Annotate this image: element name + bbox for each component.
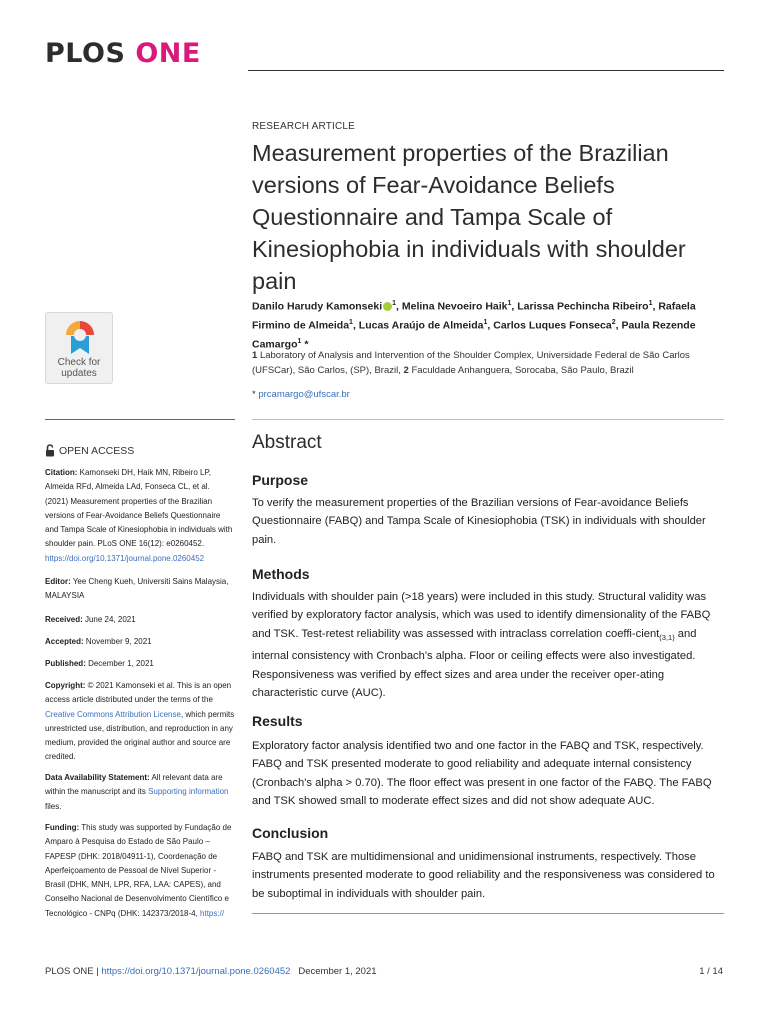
author-list: Danilo Harudy Kamonseki $^1$, Melina Nevoeiro Haik$^1$, Larissa Pechincha Ribeiro$^1$, Rafaela Firmino de Almeida$^1$, Lucas Araújo de Almeida$^1$, Carlos Luques Fonseca$^2$, Paula Rezende Camargo$^1$ * bbox=[252, 300, 696, 351]
affil-2-number: 2 bbox=[403, 365, 409, 376]
logo-one-text: ONE bbox=[135, 38, 201, 69]
sidebar-divider bbox=[45, 419, 235, 420]
conclusion-text: FABQ and TSK are multidimensional and unidimensional instruments, respectively. Those instruments presented moderate to good reliability and the responsiveness was considered to be suboptimal in individuals with shoulder pain. bbox=[252, 851, 715, 900]
affil-1-text: Laboratory of Analysis and Intervention of the Shoulder Complex, Universidade Federal de São Carlos (UFSCar), São Carlos, (SP), Brazil, bbox=[252, 350, 690, 376]
data-availability: Data Availability Statement: All relevant data are within the manuscript and its Supporting information files. bbox=[45, 772, 229, 811]
author-affil-sup: 1 bbox=[349, 319, 353, 326]
check-for-updates-button[interactable] bbox=[45, 312, 113, 384]
citation-doi-link[interactable]: https://doi.org/10.1371/journal.pone.0260452 bbox=[45, 552, 205, 563]
open-lock-icon bbox=[45, 444, 55, 457]
crossmark-icon bbox=[62, 318, 98, 356]
affil-1-number: 1 bbox=[252, 350, 258, 361]
header-divider bbox=[248, 70, 724, 71]
author-name: Rafaela Firmino de Almeida bbox=[252, 300, 696, 332]
published-date: Published: December 1, 2021 bbox=[45, 658, 154, 668]
corresponding-marker: * bbox=[301, 338, 309, 351]
open-access bbox=[45, 444, 134, 457]
article-type: RESEARCH ARTICLE bbox=[252, 121, 356, 132]
author-affil-sup: 1 bbox=[297, 338, 302, 345]
affiliations bbox=[252, 348, 724, 378]
footer-doi-link[interactable]: https://doi.org/10.1371/journal.pone.0260452 bbox=[101, 966, 291, 977]
author-name: Danilo Harudy Kamonseki bbox=[252, 300, 383, 313]
purpose-text: To verify the measurement properties of the Brazilian versions of Fear-avoidance Beliefs Questionnaire (FABQ) and Tampa Scale of Kinesiophobia (TSK) in individuals with shoulder pain. bbox=[252, 497, 706, 546]
editor: Editor: Yee Cheng Kueh, Universiti Sains Malaysia, MALAYSIA bbox=[45, 576, 229, 601]
abstract-bottom-divider bbox=[252, 913, 724, 914]
author-name: Lucas Araújo de Almeida bbox=[358, 319, 484, 332]
methods-heading: Methods bbox=[252, 566, 310, 582]
conclusion-heading: Conclusion bbox=[252, 825, 329, 841]
cc-license-link[interactable]: Creative Commons Attribution License bbox=[45, 708, 181, 719]
abstract-top-divider bbox=[252, 419, 724, 420]
author-name: Carlos Luques Fonseca bbox=[493, 319, 612, 332]
results-text: Exploratory factor analysis identified two and one factor in the FABQ and TSK, respectively. FABQ and TSK presented moderate to good reliability and adequate internal consistency (Cronbach's alpha > 0.70). The floor effect was present in one factor of the FABQ. The FABQ and TSK showed small to moderate effect sizes and did not show adequate AUC. bbox=[252, 740, 712, 808]
abstract-heading: Abstract bbox=[252, 432, 322, 453]
methods-text: Individuals with shoulder pain (>18 years) were included in this study. Structural validity was verified by exploratory factor analysis, which was used to identify dimensionality of the FABQ and TSK. Test-retest reliability was assessed with intraclass correlation coeffi-cient$_{(3,1)}$ and internal consistency with Cronbach's alpha. Floor or ceiling effects were also investigated. Responsiveness was verified by effect sizes and area under the receiver oper-ating characteristic curve (AUC). bbox=[252, 591, 711, 700]
accepted-date: Accepted: November 9, 2021 bbox=[45, 636, 152, 646]
open-access-label: OPEN ACCESS bbox=[59, 444, 135, 457]
corr-email-link[interactable]: prcamargo@ufscar.br bbox=[258, 389, 350, 400]
check-for-updates-label: Check for updates bbox=[57, 357, 101, 379]
article-title: Measurement properties of the Brazilian versions of Fear-Avoidance Beliefs Questionnaire and Tampa Scale of Kinesiophobia in individuals with shoulder pain bbox=[252, 140, 686, 294]
orcid-icon[interactable] bbox=[383, 302, 392, 311]
copyright: Copyright: © 2021 Kamonseki et al. This is an open access article distributed under the terms of the Creative Commons Attribution License, which permits unrestricted use, distribution, and reproduction in any medium, provided the original author and source are credited. bbox=[45, 680, 235, 762]
corr-star: * bbox=[252, 389, 256, 400]
author-affil-sup: 1 bbox=[483, 319, 488, 326]
page-footer bbox=[45, 966, 377, 977]
supporting-info-link[interactable]: Supporting information bbox=[148, 786, 229, 797]
logo-plos-text: PLOS bbox=[45, 38, 126, 69]
footer-date: December 1, 2021 bbox=[298, 966, 377, 977]
funding: Funding: This study was supported by Fundação de Amparo à Pesquisa do Estado de São Paulo – FAPESP (DHK: 2018/04911-1), Coordenação de Aperfeiçoamento de Pessoal de Nível Superior - Brasil (DHK, MNH, LPR, RFA, LAA: CAPES), and Conselho Nacional de Desenvolvimento Científico e Tecnológico - CNPq (DHK: 142373/2018-4, https:// bbox=[45, 822, 232, 918]
author-affil-sup: 2 bbox=[611, 319, 616, 326]
author-affil-sup: 1 bbox=[507, 300, 512, 307]
author-affil-sup: 1 bbox=[392, 300, 397, 307]
journal-logo bbox=[45, 38, 201, 69]
affil-2-text: Faculdade Anhanguera, Sorocaba, São Paulo, Brazil bbox=[411, 365, 634, 376]
citation: Citation: Kamonseki DH, Haik MN, Ribeiro LP, Almeida RFd, Almeida LAd, Fonseca CL, et al. (2021) Measurement properties of the Brazilian versions of Fear-Avoidance Beliefs Questionnaire and Tampa Scale of Kinesiophobia in individuals with shoulder pain. PLoS ONE 16(12): e0260452. https://doi.org/10.1371/journal.pone.0260452 bbox=[45, 467, 233, 563]
author-name: Paula Rezende Camargo bbox=[252, 319, 696, 351]
author-name: Larissa Pechincha Ribeiro bbox=[517, 300, 649, 313]
received-date: Received: June 24, 2021 bbox=[45, 614, 136, 624]
author-affil-sup: 1 bbox=[648, 300, 653, 307]
corresponding-author bbox=[252, 389, 350, 400]
purpose-heading: Purpose bbox=[252, 472, 309, 488]
author-name: Melina Nevoeiro Haik bbox=[401, 300, 508, 313]
footer-journal: PLOS ONE | bbox=[45, 966, 102, 977]
page-number: 1 / 14 bbox=[699, 966, 723, 977]
funding-link[interactable]: https:// bbox=[200, 907, 225, 918]
results-heading: Results bbox=[252, 713, 303, 729]
